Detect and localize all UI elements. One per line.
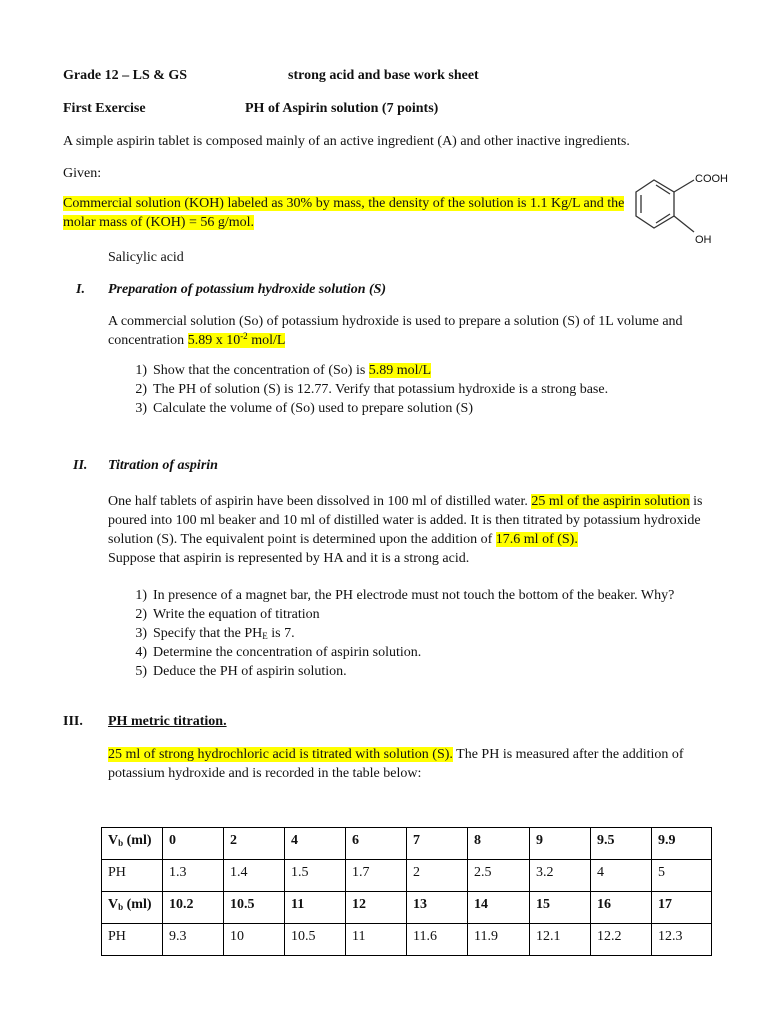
- q3-text-b: is 7.: [267, 626, 295, 641]
- section-1-question: [108, 380, 608, 399]
- question-text: [153, 624, 295, 643]
- question-number: 4): [135, 645, 147, 660]
- vb-value-cell: 14: [468, 892, 530, 924]
- section-3-line-1: [108, 745, 708, 764]
- vb-value-cell: 9.5: [591, 828, 652, 860]
- question-number: 3): [135, 401, 147, 416]
- ph-value-cell: 12.1: [530, 924, 591, 956]
- table-row: [102, 924, 712, 956]
- ph-value-cell: 11: [346, 924, 407, 956]
- benzene-ring: [636, 180, 674, 228]
- table-row: [102, 892, 712, 924]
- q3-subscript: E: [262, 631, 268, 641]
- vb-value-cell: 10.5: [224, 892, 285, 924]
- ph-value-cell: 10.5: [285, 924, 346, 956]
- question-text: Determine the concentration of aspirin solution.: [153, 645, 422, 660]
- section-1-para-line-1: A commercial solution (So) of potassium hydroxide is used to prepare a solution (S) of 1L volume and: [108, 314, 683, 329]
- question-number: 1): [135, 363, 147, 378]
- vb-label: V: [108, 897, 119, 912]
- vb-unit: (ml): [123, 833, 152, 848]
- ph-value-cell: 11.9: [468, 924, 530, 956]
- section-2-line-4: Suppose that aspirin is represented by HA and it is a strong acid.: [108, 551, 470, 566]
- section-1-question: [108, 361, 608, 380]
- question-text: The PH of solution (S) is 12.77. Verify that potassium hydroxide is a strong base.: [153, 382, 609, 397]
- concentration-value: [188, 333, 286, 348]
- section-2-paragraph: [108, 492, 708, 568]
- intro-line: A simple aspirin tablet is composed mainly of an active ingredient (A) and other inactive ingredients.: [63, 134, 630, 149]
- vb-value-cell: 17: [652, 892, 712, 924]
- question-text: Deduce the PH of aspirin solution.: [153, 664, 347, 679]
- section-2-line-2: poured into 100 ml beaker and 10 ml of distilled water is added. It is then titrated by potassium hydroxide: [108, 513, 701, 528]
- ph-value-cell: 2.5: [468, 860, 530, 892]
- table-row: [102, 860, 712, 892]
- sheet-title: strong acid and base work sheet: [288, 68, 479, 83]
- section-3-title: PH metric titration.: [108, 714, 227, 729]
- s2-line1-b: is: [689, 494, 703, 509]
- concentration-prefix: concentration: [108, 333, 188, 348]
- vb-value-cell: 9: [530, 828, 591, 860]
- q1-text: Show that the concentration of (So) is: [153, 363, 369, 378]
- concentration-unit: mol/L: [247, 333, 286, 348]
- section-2-line-1: [108, 492, 708, 511]
- salicylic-acid-structure: [612, 168, 742, 250]
- s3-highlight: 25 ml of strong hydrochloric acid is titrated with solution (S).: [108, 747, 453, 762]
- exercise-label: First Exercise: [63, 101, 146, 116]
- section-2-question: [108, 643, 674, 662]
- concentration-base: 5.89 x 10: [187, 333, 241, 348]
- section-3-numeral: III.: [63, 714, 83, 729]
- vb-value-cell: 13: [407, 892, 468, 924]
- question-text: Calculate the volume of (So) used to prepare solution (S): [153, 401, 473, 416]
- question-text: Write the equation of titration: [153, 607, 320, 622]
- vb-value-cell: 4: [285, 828, 346, 860]
- vb-header-cell: [102, 828, 163, 860]
- question-text: [153, 361, 431, 380]
- section-2-question: [108, 605, 674, 624]
- section-2-question: [108, 586, 674, 605]
- ph-value-cell: 1.7: [346, 860, 407, 892]
- vb-value-cell: 15: [530, 892, 591, 924]
- section-1-questions: [108, 361, 608, 418]
- vb-value-cell: 8: [468, 828, 530, 860]
- ph-value-cell: 11.6: [407, 924, 468, 956]
- question-number: 1): [135, 588, 147, 603]
- salicylic-acid-label: Salicylic acid: [108, 250, 184, 265]
- vb-label: V: [108, 833, 119, 848]
- ph-value-cell: 1.3: [163, 860, 224, 892]
- oh-label: OH: [695, 234, 712, 246]
- vb-subscript: b: [118, 838, 124, 848]
- ph-value-cell: 9.3: [163, 924, 224, 956]
- section-2-questions: [108, 586, 674, 681]
- section-2-line-3: [108, 530, 708, 549]
- titration-table-body: [102, 828, 712, 956]
- vb-value-cell: 10.2: [163, 892, 224, 924]
- ph-value-cell: 1.5: [285, 860, 346, 892]
- ph-value-cell: 2: [407, 860, 468, 892]
- ph-value-cell: 5: [652, 860, 712, 892]
- vb-value-cell: 11: [285, 892, 346, 924]
- ph-header-cell: PH: [102, 860, 163, 892]
- vb-value-cell: 16: [591, 892, 652, 924]
- vb-value-cell: 12: [346, 892, 407, 924]
- vb-value-cell: 7: [407, 828, 468, 860]
- question-number: 2): [135, 382, 147, 397]
- s2-line1-a: One half tablets of aspirin have been dissolved in 100 ml of distilled water.: [108, 494, 532, 509]
- vb-value-cell: 0: [163, 828, 224, 860]
- table-row: [102, 828, 712, 860]
- section-1-question: [108, 399, 608, 418]
- q3-text-a: Specify that the PH: [153, 626, 263, 641]
- q1-value: 5.89 mol/L: [368, 363, 432, 378]
- concentration-exponent: -2: [240, 331, 248, 341]
- s2-line1-highlight: 25 ml of the aspirin solution: [531, 494, 690, 509]
- section-2-numeral: II.: [73, 458, 88, 473]
- vb-value-cell: 6: [346, 828, 407, 860]
- question-text: In presence of a magnet bar, the PH electrode must not touch the bottom of the beaker. Why?: [153, 588, 675, 603]
- given-label: Given:: [63, 166, 102, 181]
- ph-value-cell: 4: [591, 860, 652, 892]
- question-number: 5): [135, 664, 147, 679]
- vb-value-cell: 2: [224, 828, 285, 860]
- s2-line3-highlight: 17.6 ml of (S).: [495, 532, 578, 547]
- ph-value-cell: 12.2: [591, 924, 652, 956]
- section-2-title: Titration of aspirin: [108, 458, 218, 473]
- section-3-paragraph: [108, 745, 708, 783]
- exercise-title: PH of Aspirin solution (7 points): [245, 101, 439, 116]
- ph-value-cell: 1.4: [224, 860, 285, 892]
- section-2-question: [108, 624, 674, 643]
- grade-label: Grade 12 – LS & GS: [63, 68, 188, 83]
- section-1-numeral: I.: [76, 282, 85, 297]
- s2-line3-a: solution (S). The equivalent point is determined upon the addition of: [108, 532, 496, 547]
- vb-subscript: b: [118, 902, 124, 912]
- section-1-paragraph: [108, 312, 708, 350]
- section-3-line-2: potassium hydroxide and is recorded in the table below:: [108, 766, 422, 781]
- vb-header-cell: [102, 892, 163, 924]
- cooh-label: COOH: [695, 173, 728, 185]
- ph-value-cell: 10: [224, 924, 285, 956]
- section-1-title: Preparation of potassium hydroxide solution (S): [108, 282, 387, 297]
- commercial-line-1-text: Commercial solution (KOH) labeled as 30% by mass, the density of the solution is 1.1 Kg/L and the: [63, 196, 625, 211]
- question-number: 3): [135, 626, 147, 641]
- section-1-para-line-2: [108, 331, 708, 350]
- commercial-line-2-text: molar mass of (KOH) = 56 g/mol.: [63, 215, 255, 230]
- titration-table: [101, 827, 712, 956]
- ph-value-cell: 3.2: [530, 860, 591, 892]
- s3-line1-rest: The PH is measured after the addition of: [452, 747, 684, 762]
- commercial-line-2: [63, 213, 254, 232]
- commercial-line-1: [63, 194, 624, 213]
- vb-value-cell: 9.9: [652, 828, 712, 860]
- ph-header-cell: PH: [102, 924, 163, 956]
- ph-value-cell: 12.3: [652, 924, 712, 956]
- section-2-question: [108, 662, 674, 681]
- question-number: 2): [135, 607, 147, 622]
- vb-unit: (ml): [123, 897, 152, 912]
